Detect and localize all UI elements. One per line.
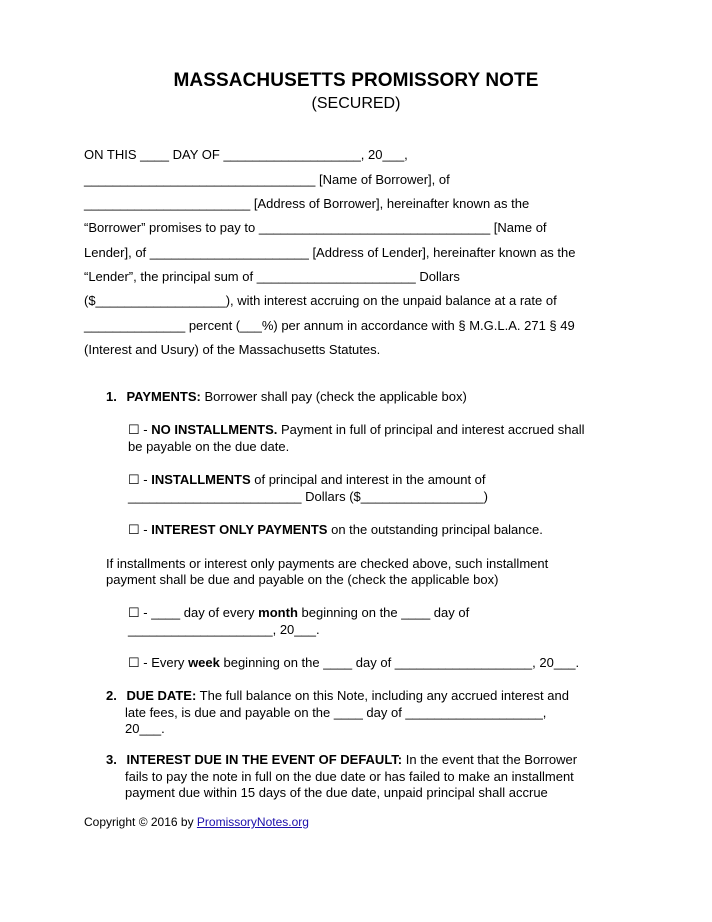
intro-line-2: ________________________________ [Name of Borrower], of <box>84 172 450 187</box>
intro-line-1: ON THIS ____ DAY OF ___________________, 20___, <box>84 147 408 162</box>
footer <box>84 815 309 829</box>
option-weekly[interactable] <box>128 655 579 671</box>
section-text: Borrower shall pay (check the applicable box) <box>200 389 467 404</box>
checkbox-icon[interactable]: ☐ - <box>128 422 152 437</box>
section-default-line-3: payment due within 15 days of the due date, unpaid principal shall accrue <box>125 785 548 800</box>
section-payments-heading <box>106 389 467 405</box>
section-number: 3. <box>106 752 117 767</box>
section-text: In the event that the Borrower <box>402 752 578 767</box>
option-label: NO INSTALLMENTS. <box>151 422 278 437</box>
document-subtitle: (SECURED) <box>311 95 401 112</box>
section-default-line-2: fails to pay the note in full on the due date or has failed to make an installment <box>125 769 574 784</box>
intro-line-7: ($__________________), with interest accruing on the unpaid balance at a rate of <box>84 293 557 308</box>
section-number: 1. <box>106 389 117 404</box>
section-text: The full balance on this Note, including any accrued interest and <box>196 688 569 703</box>
section-number: 2. <box>106 688 117 703</box>
checkbox-icon[interactable]: ☐ - <box>128 472 152 487</box>
option-text: of principal and interest in the amount of <box>250 472 486 487</box>
option-no-installments[interactable] <box>128 422 584 438</box>
option-text: beginning on the ____ day of ___________________, 20___. <box>219 655 580 670</box>
document-title: MASSACHUSETTS PROMISSORY NOTE <box>173 70 539 91</box>
option-installments-line-2: ________________________ Dollars ($_________________) <box>128 489 488 504</box>
section-due-date-line-2: late fees, is due and payable on the ____ day of ___________________, <box>125 705 547 720</box>
option-label: month <box>258 605 298 620</box>
option-text: ☐ - Every <box>128 655 189 670</box>
intro-line-6: “Lender”, the principal sum of ______________________ Dollars <box>84 269 460 284</box>
intro-line-8: ______________ percent (___%) per annum in accordance with § M.G.L.A. 271 § 49 <box>84 318 575 333</box>
copyright-text: Copyright © 2016 by <box>84 815 197 829</box>
section-due-date-line-3: 20___. <box>125 721 165 736</box>
option-monthly[interactable] <box>128 605 469 621</box>
option-interest-only[interactable] <box>128 522 543 538</box>
footer-link[interactable]: PromissoryNotes.org <box>196 815 309 829</box>
section-title: PAYMENTS: <box>126 389 201 404</box>
option-no-installments-line-2: be payable on the due date. <box>128 439 290 454</box>
option-installments[interactable] <box>128 472 486 488</box>
checkbox-icon[interactable]: ☐ - <box>128 522 152 537</box>
intro-line-4: “Borrower” promises to pay to ________________________________ [Name of <box>84 220 547 235</box>
option-text: Payment in full of principal and interest accrued shall <box>277 422 585 437</box>
section-default-heading <box>106 752 577 768</box>
option-monthly-line-2: ____________________, 20___. <box>128 622 320 637</box>
option-label: INTEREST ONLY PAYMENTS <box>151 522 328 537</box>
option-text: beginning on the ____ day of <box>297 605 470 620</box>
section-due-date-heading <box>106 688 569 704</box>
option-text: on the outstanding principal balance. <box>327 522 543 537</box>
option-text: ☐ - ____ day of every <box>128 605 259 620</box>
section-title: DUE DATE: <box>126 688 197 703</box>
intro-line-5: Lender], of ______________________ [Address of Lender], hereinafter known as the <box>84 245 576 260</box>
option-label: week <box>188 655 220 670</box>
option-label: INSTALLMENTS <box>151 472 251 487</box>
section-title: INTEREST DUE IN THE EVENT OF DEFAULT: <box>126 752 403 767</box>
schedule-paragraph-line-1: If installments or interest only payments are checked above, such installment <box>106 556 549 571</box>
intro-line-3: _______________________ [Address of Borrower], hereinafter known as the <box>84 196 530 211</box>
intro-line-9: (Interest and Usury) of the Massachusetts Statutes. <box>84 342 381 357</box>
schedule-paragraph-line-2: payment shall be due and payable on the (check the applicable box) <box>106 572 499 587</box>
